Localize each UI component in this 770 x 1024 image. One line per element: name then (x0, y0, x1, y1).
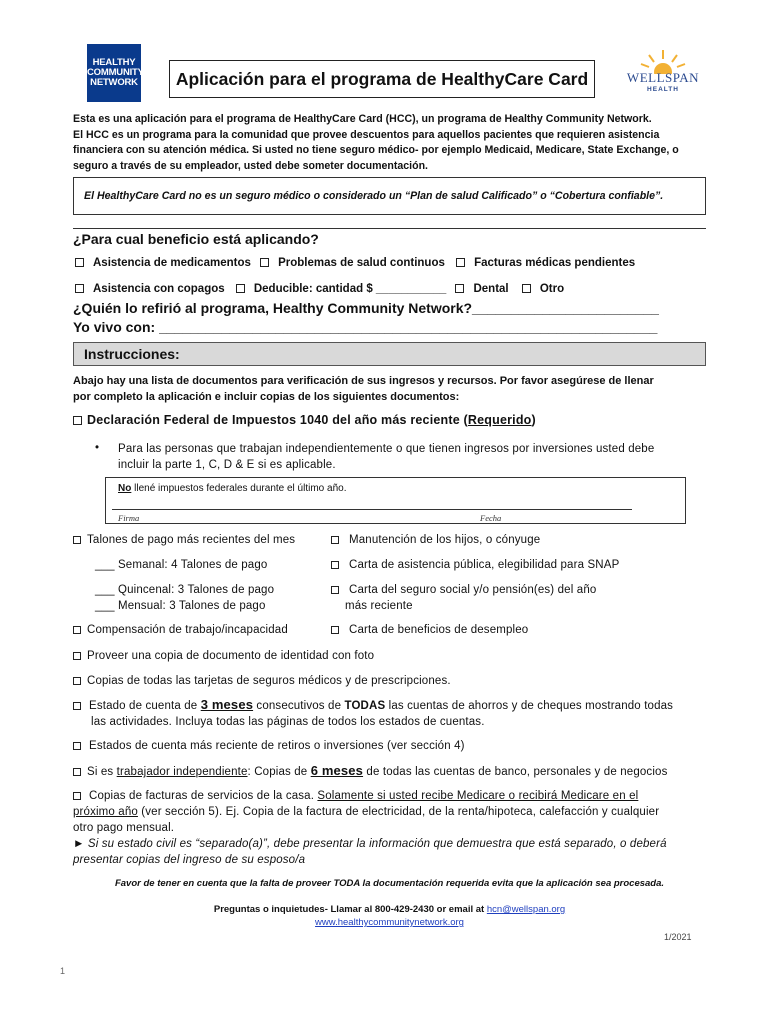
instructions-line: por completo la aplicación e incluir copias de los siguientes documentos: (73, 390, 460, 403)
bullet-icon: • (95, 442, 100, 454)
tax-bullet (95, 441, 695, 473)
paystubs-label: Talones de pago más recientes del mes (87, 534, 296, 546)
intro-line: seguro a través de su empleador, usted debe someter documentación. (73, 159, 428, 172)
email-link[interactable]: hcn@wellspan.org (486, 904, 566, 915)
tax-bullet-line: Para las personas que trabajan independientemente o que tienen ingresos por inversiones usted debe (118, 443, 655, 455)
checkbox-social-security[interactable] (331, 586, 339, 594)
divider (73, 228, 706, 229)
checkbox-tax-return[interactable] (73, 416, 82, 425)
retirement-label: Estados de cuenta más reciente de retiros o inversiones (ver sección 4) (89, 740, 465, 752)
benefit-question: ¿Para cual beneficio está aplicando? (73, 231, 319, 247)
tax-close: ) (531, 413, 536, 427)
id-copy-label: Proveer una copia de documento de identidad con foto (87, 650, 375, 662)
utility-line-3: otro pago mensual. (73, 822, 175, 834)
hcn-logo-line: HEALTHY (92, 57, 136, 68)
bank-all: TODAS (344, 700, 386, 712)
bank-months: 3 meses (200, 697, 254, 712)
self-employed-item (73, 763, 667, 780)
self-employed-term: trabajador independiente (116, 766, 248, 778)
label-chronic: Problemas de salud continuos (278, 257, 445, 269)
no-tax-text: llené impuestos federales durante el último año. (131, 483, 347, 494)
checkbox-paystubs[interactable] (73, 536, 81, 544)
instructions-line: Abajo hay una lista de documentos para verificación de sus ingresos y recursos. Por favor asegúrese de llenar (73, 375, 654, 387)
checkbox-bank-statements[interactable] (73, 702, 81, 710)
snap-label: Carta de asistencia pública, elegibilidad para SNAP (349, 559, 620, 571)
wellspan-name: WELLSPAN (626, 70, 700, 85)
checkbox-deductible[interactable] (236, 284, 245, 293)
checkbox-id-copy[interactable] (73, 652, 81, 660)
self-text: de todas las cuentas de banco, personales y de negocios (363, 766, 668, 778)
social-security-item (331, 582, 596, 598)
bank-text: Estado de cuenta de (89, 700, 201, 712)
intro-line: financiera con su atención médica. Si usted no tiene seguro médico- por ejemplo Medicaid, Medicare, State Exchange, o (73, 144, 679, 156)
intro-line: Esta es una aplicación para el programa de HealthyCare Card (HCC), un programa de Healthy Community Network. (73, 113, 652, 125)
no-tax-statement (118, 483, 346, 494)
intro-line: El HCC es un programa para la comunidad que provee descuentos para aquellos pacientes que requieren asistencia (73, 128, 660, 141)
label-dental: Dental (473, 283, 509, 295)
bank-statements-item (73, 697, 713, 730)
checkbox-child-support[interactable] (331, 536, 339, 544)
page-title: Aplicación para el programa de HealthyCare Card (169, 60, 595, 98)
tax-label: Declaración Federal de Impuestos 1040 del año más reciente ( (87, 413, 468, 427)
paystubs-item (73, 532, 295, 548)
referral-field[interactable]: ¿Quién lo refirió al programa, Healthy Community Network?________________________ (73, 300, 659, 316)
insurance-cards-item (73, 673, 451, 689)
child-support-label: Manutención de los hijos, o cónyuge (349, 534, 541, 546)
checkbox-dental[interactable] (455, 284, 464, 293)
page-number: 1 (60, 966, 66, 976)
no-label: No (118, 483, 132, 494)
unemployment-label: Carta de beneficios de desempleo (349, 624, 529, 636)
notice-text: El HealthyCare Card no es un seguro médico o considerado un “Plan de salud Calificado” o “Cobertura confiable”. (84, 190, 664, 202)
bank-line-2: las actividades. Incluya todas las páginas de todos los estados de cuentas. (91, 716, 485, 728)
unemployment-item (331, 622, 528, 638)
website-link[interactable]: www.healthycommunitynetwork.org (315, 917, 464, 928)
checkbox-unemployment[interactable] (331, 626, 339, 634)
revision-date: 1/2021 (664, 932, 692, 942)
checkbox-insurance-cards[interactable] (73, 677, 81, 685)
hcn-logo (87, 44, 144, 102)
utility-medicare-note: Solamente si usted recibe Medicare o recibirá Medicare en el (317, 790, 639, 802)
label-copay: Asistencia con copagos (93, 283, 225, 295)
wellspan-sub: HEALTH (647, 86, 679, 93)
checkbox-snap[interactable] (331, 561, 339, 569)
lives-with-field[interactable]: Yo vivo con: ________________________________________________________________ (73, 319, 658, 335)
benefit-row-2 (75, 283, 564, 295)
fecha-label: Fecha (480, 513, 502, 523)
processing-warning: Favor de tener en cuenta que la falta de proveer TODA la documentación requerida evita que la aplicación sea procesada. (114, 878, 665, 889)
separated-note-2: presentar copias del ingreso de su esposo/a (73, 854, 306, 866)
retirement-item (73, 738, 465, 754)
label-other: Otro (539, 283, 565, 295)
signature-line[interactable] (112, 509, 632, 510)
tax-return-item (73, 413, 536, 427)
separated-note: ► Si su estado civil es “separado(a)”, debe presentar la información que demuestra que está separado, o deberá (73, 838, 667, 850)
instructions-text (73, 374, 706, 405)
checkbox-chronic[interactable] (260, 258, 269, 267)
label-medication: Asistencia de medicamentos (93, 257, 251, 269)
checkbox-utility-bills[interactable] (73, 792, 81, 800)
self-text: : Copias de (247, 766, 311, 778)
label-deductible: Deducible: cantidad $ ___________ (253, 283, 447, 295)
self-months: 6 meses (310, 763, 364, 778)
self-text: Si es (87, 766, 117, 778)
required-tag: Requerido (467, 413, 532, 427)
bank-text: las cuentas de ahorros y de cheques mostrando todas (385, 700, 674, 712)
checkbox-self-employed[interactable] (73, 768, 81, 776)
bank-text: consecutivos de (253, 700, 345, 712)
monthly-line[interactable]: ___ Mensual: 3 Talones de pago (95, 600, 266, 612)
hcn-logo-line: COMMUNITY (87, 67, 144, 78)
child-support-item (331, 532, 540, 548)
insurance-notice (73, 177, 706, 215)
contact-text: Preguntas o inquietudes- Llamar al 800-429-2430 or email at (213, 904, 487, 915)
wellspan-logo (622, 48, 704, 98)
biweekly-line[interactable]: ___ Quincenal: 3 Talones de pago (95, 584, 275, 596)
snap-item (331, 557, 619, 573)
id-copy-item (73, 648, 374, 664)
contact-line (73, 904, 706, 915)
utility-text: (ver sección 5). Ej. Copia de la factura de electricidad, de la renta/hipoteca, calefacción y cualquier (137, 806, 660, 818)
workers-comp-item (73, 622, 288, 638)
benefit-row-1 (75, 257, 635, 269)
checkbox-copay[interactable] (75, 284, 84, 293)
label-pending-bills: Facturas médicas pendientes (474, 257, 636, 269)
insurance-cards-label: Copias de todas las tarjetas de seguros médicos y de prescripciones. (87, 675, 451, 687)
next-year-term: próximo año (73, 806, 138, 818)
checkbox-retirement[interactable] (73, 742, 81, 750)
checkbox-workers-comp[interactable] (73, 626, 81, 634)
tax-bullet-line: incluir la parte 1, C, D & E si es aplicable. (118, 459, 336, 471)
social-security-label-2: más reciente (345, 600, 413, 612)
checkbox-medication[interactable] (75, 258, 84, 267)
workers-comp-label: Compensación de trabajo/incapacidad (87, 624, 288, 636)
weekly-line[interactable]: ___ Semanal: 4 Talones de pago (95, 559, 268, 571)
checkbox-pending-bills[interactable] (456, 258, 465, 267)
intro-text (73, 112, 698, 174)
instructions-heading: Instrucciones: (73, 342, 706, 366)
checkbox-other[interactable] (522, 284, 531, 293)
firma-label: Firma (118, 513, 140, 523)
social-security-label: Carta del seguro social y/o pensión(es) del año (349, 584, 597, 596)
website-line (73, 917, 706, 928)
utility-bills-item (73, 788, 713, 868)
hcn-logo-line: NETWORK (90, 77, 138, 88)
utility-text: Copias de facturas de servicios de la casa. (89, 790, 318, 802)
